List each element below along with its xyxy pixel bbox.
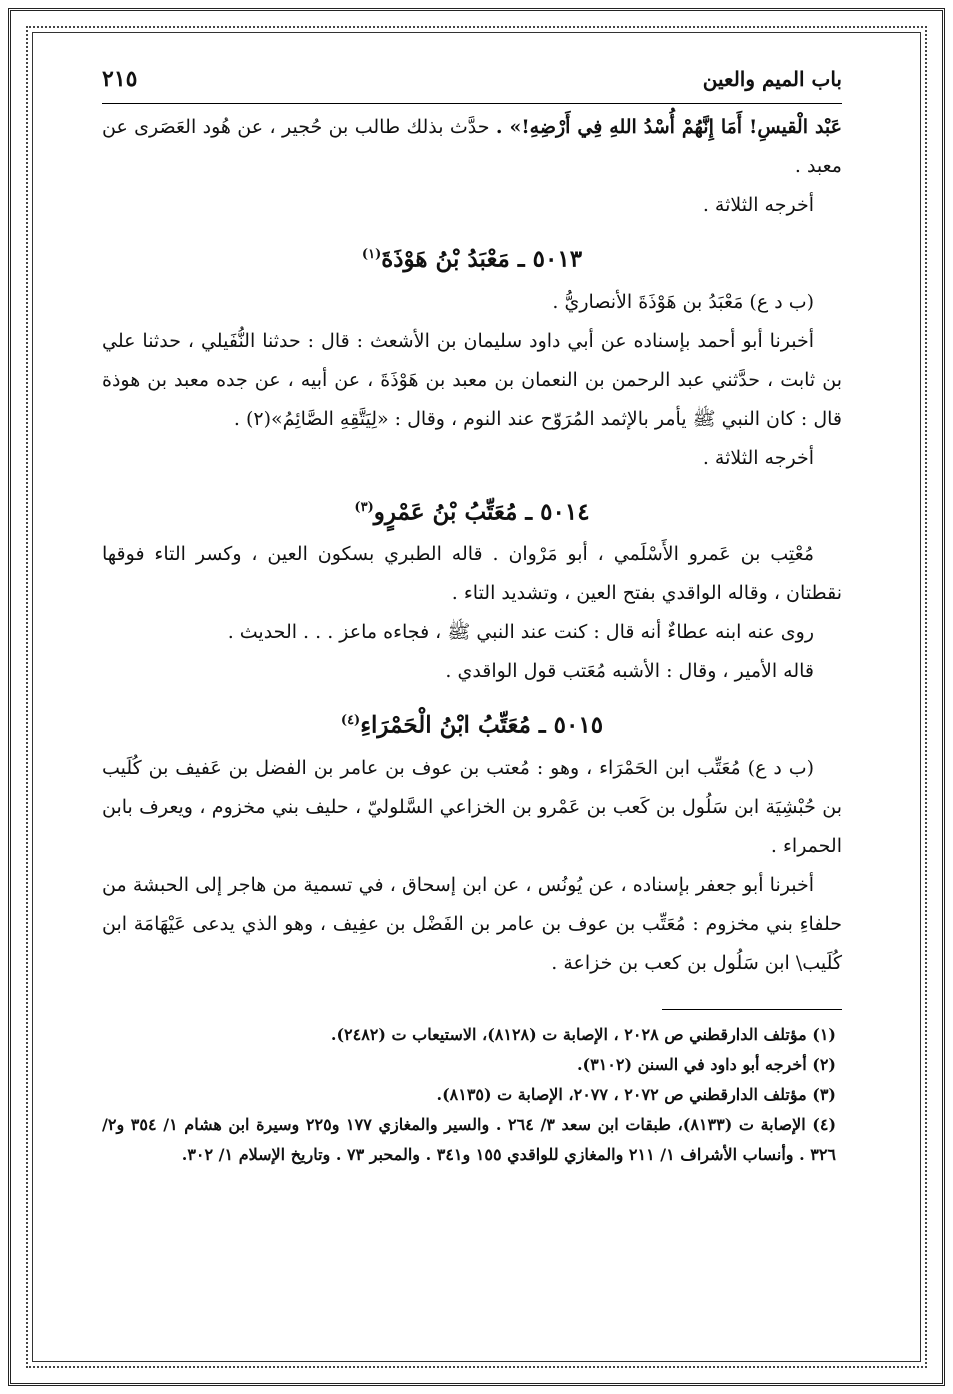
paragraph-text: أخبرنا أبو أحمد بإسناده عن أبي داود سليمان بن الأشعث : قال : حدثنا النُّفَيلي ، حدثنا علي بن ثابت ، حدَّثني عبد الرحمن بن النعمان بن معبد بن هَوْذَةَ ، عن أبيه ، عن جده معبد بن هوذة قال : كان النبي ﷺ يأمر بالإثمد المُرَوّح عند النوم ، وقال : «لِيَتَّقِهِ الصَّائِمُ»(٢) . [102,329,842,430]
paragraph-text: قاله الأمير ، وقال : الأشبه مُعَتب قول الواقدي . [445,660,814,683]
footnotes [102,1020,842,1170]
body-text [102,108,842,983]
entry-heading-text: ٥٠١٣ ـ مَعْبَدُ بْنُ هَوْذَةَ [381,245,583,273]
paragraph-text: حدَّث بذلك طالب بن حُجير ، عن هُود العَصَرى عن معبد . [102,116,842,177]
paragraph [102,866,842,983]
page-number: ٢١٥ [102,66,138,92]
paragraph [102,439,842,478]
paragraph [102,535,842,613]
paragraph-text: أخرجه الثلاثة . [702,194,814,216]
paragraph [102,186,842,225]
paragraph-text: روى عنه ابنه عطاءٌ أنه قال : كنت عند النبي ﷺ ، فجاءه ماعز . . . الحديث . [227,621,814,644]
paragraph [102,322,842,439]
paragraph-text: مُعْتِب بن عَمرو الأَسْلَمي ، أبو مَرْوان . قاله الطبري بسكون العين ، وكسر التاء فوقها نقطتان ، وقاله الواقدي بفتح العين ، وتشديد التاء . [102,543,842,605]
footnote-3: (٣) مؤتلف الدارقطني ص ٢٠٧٢ ، ٢٠٧٧، الإصابة ت (٨١٣٥). [436,1084,836,1104]
running-header [102,60,842,104]
entry-heading [102,701,842,745]
page-content [102,60,842,1170]
entry-heading-text: ٥٠١٥ ـ مُعَتِّبُ ابْنُ الْحَمْرَاءِ [360,711,604,739]
paragraph-text: (ب د ع) مَعْبَدُ بن هَوْذَةَ الأنصاريُّ . [552,290,814,313]
footnote-marker: (١) [361,247,382,262]
footnote-separator [662,1009,842,1010]
paragraph [102,283,842,322]
entry-heading [102,235,842,279]
paragraph [102,108,842,186]
quoted-hadith-text: عَبْد الْقيسِ! أَمَا إِنَّهُمْ أُسْدُ اللهِ فِي أَرْضِهِ!» . [495,116,842,138]
paragraph [102,652,842,691]
paragraph [102,613,842,652]
footnote-marker: (٤) [340,713,361,729]
entry-heading [102,488,842,532]
paragraph-text: (ب د ع) مُعَتِّب ابن الحَمْرَاء ، وهو : مُعتب بن عوف بن عامر بن الفضل بن عَفيف بن كُلَيب بن حُبْشِيَة ابن سَلُول بن كَعب بن عَمْرو بن الخزاعي السَّلوليّ ، حليف بني مخزوم ، ويعرف بابن الحمراء . [102,756,842,857]
footnote-2: (٢) أخرجه أبو داود في السنن (٣١٠٢). [576,1054,836,1074]
footnote-marker: (٣) [354,499,374,515]
footnote-1: (١) مؤتلف الدارقطني ص ٢٠٢٨ ، الإصابة ت (٨١٢٨)، الاستيعاب ت (٢٤٨٢). [330,1024,836,1044]
entry-heading-text: ٥٠١٤ ـ مُعَتِّبُ بْنُ عَمْرٍو [373,498,590,526]
paragraph [102,749,842,866]
chapter-title: باب الميم والعين [702,67,842,91]
footnote-4: (٤) الإصابة ت (٨١٣٣)، طبقات ابن سعد ٣/ ٢٦٤ . والسير والمغازي ١٧٧ و٢٢٥ وسيرة ابن هشام ١/ ٣٥٤ و٢/ ٣٢٦ . وأنساب الأشراف ١/ ٢١١ والمغازي للواقدي ١٥٥ و٣٤١ . والمحبر ٧٣ . وتاريخ الإسلام ١/ ٣٠٢. [102,1114,837,1164]
paragraph-text: أخبرنا أبو جعفر بإسناده ، عن يُونُس ، عن ابن إسحاق ، في تسمية من هاجر إلى الحبشة من حلفاءِ بني مخزوم : مُعَتِّب بن عوف بن عامر بن الفَضْل بن عفِيف ، وهو الذي يدعى عَيْهَامَة ابن كُلَيب\ ابن سَلُول بن كعب بن خزاعة . [102,873,842,974]
paragraph-text: أخرجه الثلاثة . [702,446,814,469]
